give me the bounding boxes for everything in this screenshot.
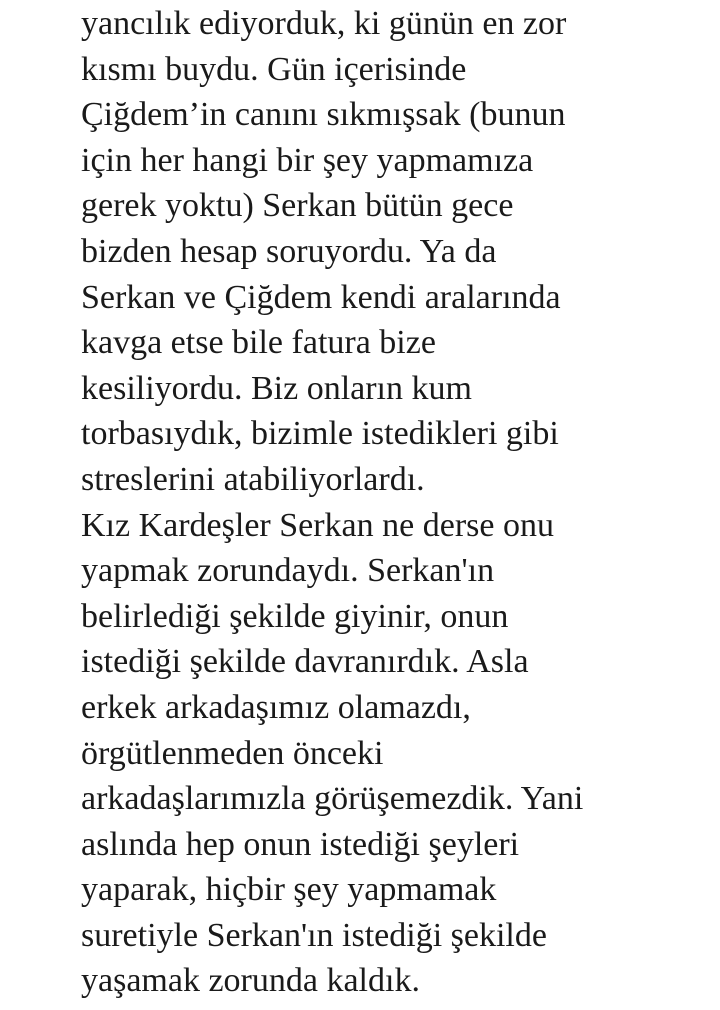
text-line: suretiyle Serkan'ın istediği şekilde [81, 916, 547, 954]
text-line: kesiliyordu. Biz onların kum [81, 369, 472, 407]
text-line: arkadaşlarımızla görüşemezdik. Yani [81, 780, 584, 818]
body-text [81, 1, 701, 1004]
text-line: belirlediği şekilde giyinir, onun [81, 597, 509, 635]
text-line: yaşamak zorunda kaldık. [81, 962, 420, 1000]
text-line: Serkan ve Çiğdem kendi aralarında [81, 278, 561, 316]
text-line: kavga etse bile fatura bize [81, 324, 436, 362]
text-line: yancılık ediyorduk, ki günün en zor [81, 5, 567, 42]
text-line: kısmı buydu. Gün içerisinde [81, 50, 467, 88]
text-line: torbasıydık, bizimle istedikleri gibi [81, 415, 559, 453]
text-line: aslında hep onun istediği şeyleri [81, 825, 520, 863]
text-line: yapmak zorundaydı. Serkan'ın [81, 552, 495, 590]
text-line: erkek arkadaşımız olamazdı, [81, 688, 471, 726]
text-line: örgütlenmeden önceki [81, 734, 384, 772]
text-line: Çiğdem’in canını sıkmışsak (bunun [81, 96, 566, 134]
text-line: streslerini atabiliyorlardı. [81, 460, 425, 498]
text-line: Kız Kardeşler Serkan ne derse onu [81, 506, 554, 544]
text-line: gerek yoktu) Serkan bütün gece [81, 187, 514, 225]
text-line: bizden hesap soruyordu. Ya da [81, 232, 497, 270]
text-line: istediği şekilde davranırdık. Asla [81, 643, 529, 681]
text-line: yaparak, hiçbir şey yapmamak [81, 871, 497, 909]
text-line: için her hangi bir şey yapmamıza [81, 141, 534, 179]
